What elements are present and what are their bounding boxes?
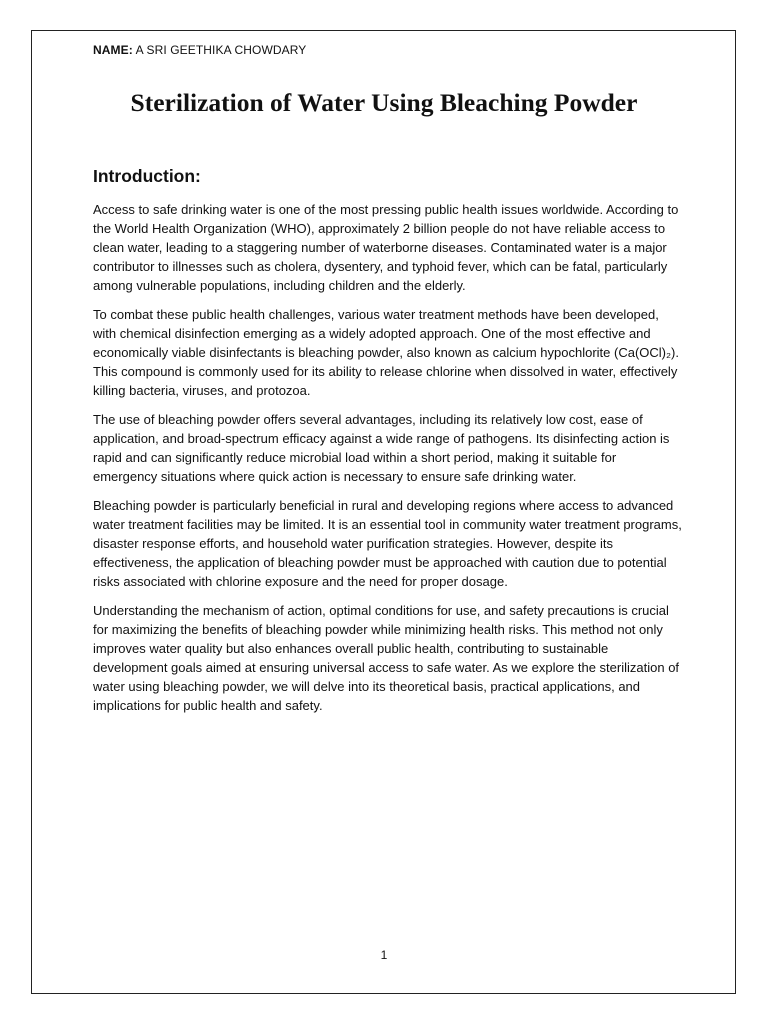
author-name-line bbox=[93, 43, 306, 57]
paragraph: Bleaching powder is particularly beneficial in rural and developing regions where access to advanced water treatment facilities may be limited. It is an essential tool in community water treatment programs, disaster response efforts, and household water purification strategies. However, despite its effectiveness, the application of bleaching powder must be approached with caution due to potential risks associated with chlorine exposure and the need for proper dosage. bbox=[93, 497, 682, 590]
paragraph: Access to safe drinking water is one of the most pressing public health issues worldwide. According to the World Health Organization (WHO), approximately 2 billion people do not have reliable access to clean water, leading to a staggering number of waterborne diseases. Contaminated water is a major contributor to illnesses such as cholera, dysentery, and typhoid fever, which can be fatal, particularly among vulnerable populations, including children and the elderly. bbox=[93, 202, 679, 294]
page-number: 1 bbox=[380, 948, 388, 962]
author-name-label: NAME: bbox=[93, 43, 133, 57]
author-name-value: A SRI GEETHIKA CHOWDARY bbox=[135, 43, 307, 57]
document-title: Sterilization of Water Using Bleaching Powder bbox=[130, 88, 638, 117]
section-heading: Introduction: bbox=[93, 166, 201, 186]
paragraph: To combat these public health challenges, various water treatment methods have been developed, with chemical disinfection emerging as a widely adopted approach. One of the most effective and economically viable disinfectants is bleaching powder, also known as calcium hypochlorite (Ca(OCl)₂). This compound is commonly used for its ability to release chlorine when dissolved in water, effectively killing bacteria, viruses, and protozoa. bbox=[93, 306, 679, 399]
section-body bbox=[93, 200, 683, 725]
paragraph: Understanding the mechanism of action, optimal conditions for use, and safety precautions is crucial for maximizing the benefits of bleaching powder while minimizing health risks. This method not only improves water quality but also enhances overall public health, contributing to sustainable development goals aimed at ensuring universal access to safe water. As we explore the sterilization of water using bleaching powder, we will delve into its theoretical basis, practical applications, and implications for public health and safety. bbox=[93, 602, 680, 714]
paragraph: The use of bleaching powder offers several advantages, including its relatively low cost, ease of application, and broad-spectrum efficacy against a wide range of pathogens. Its disinfecting action is rapid and can significantly reduce microbial load within a short period, making it suitable for emergency situations where quick action is necessary to ensure safe drinking water. bbox=[93, 411, 670, 485]
